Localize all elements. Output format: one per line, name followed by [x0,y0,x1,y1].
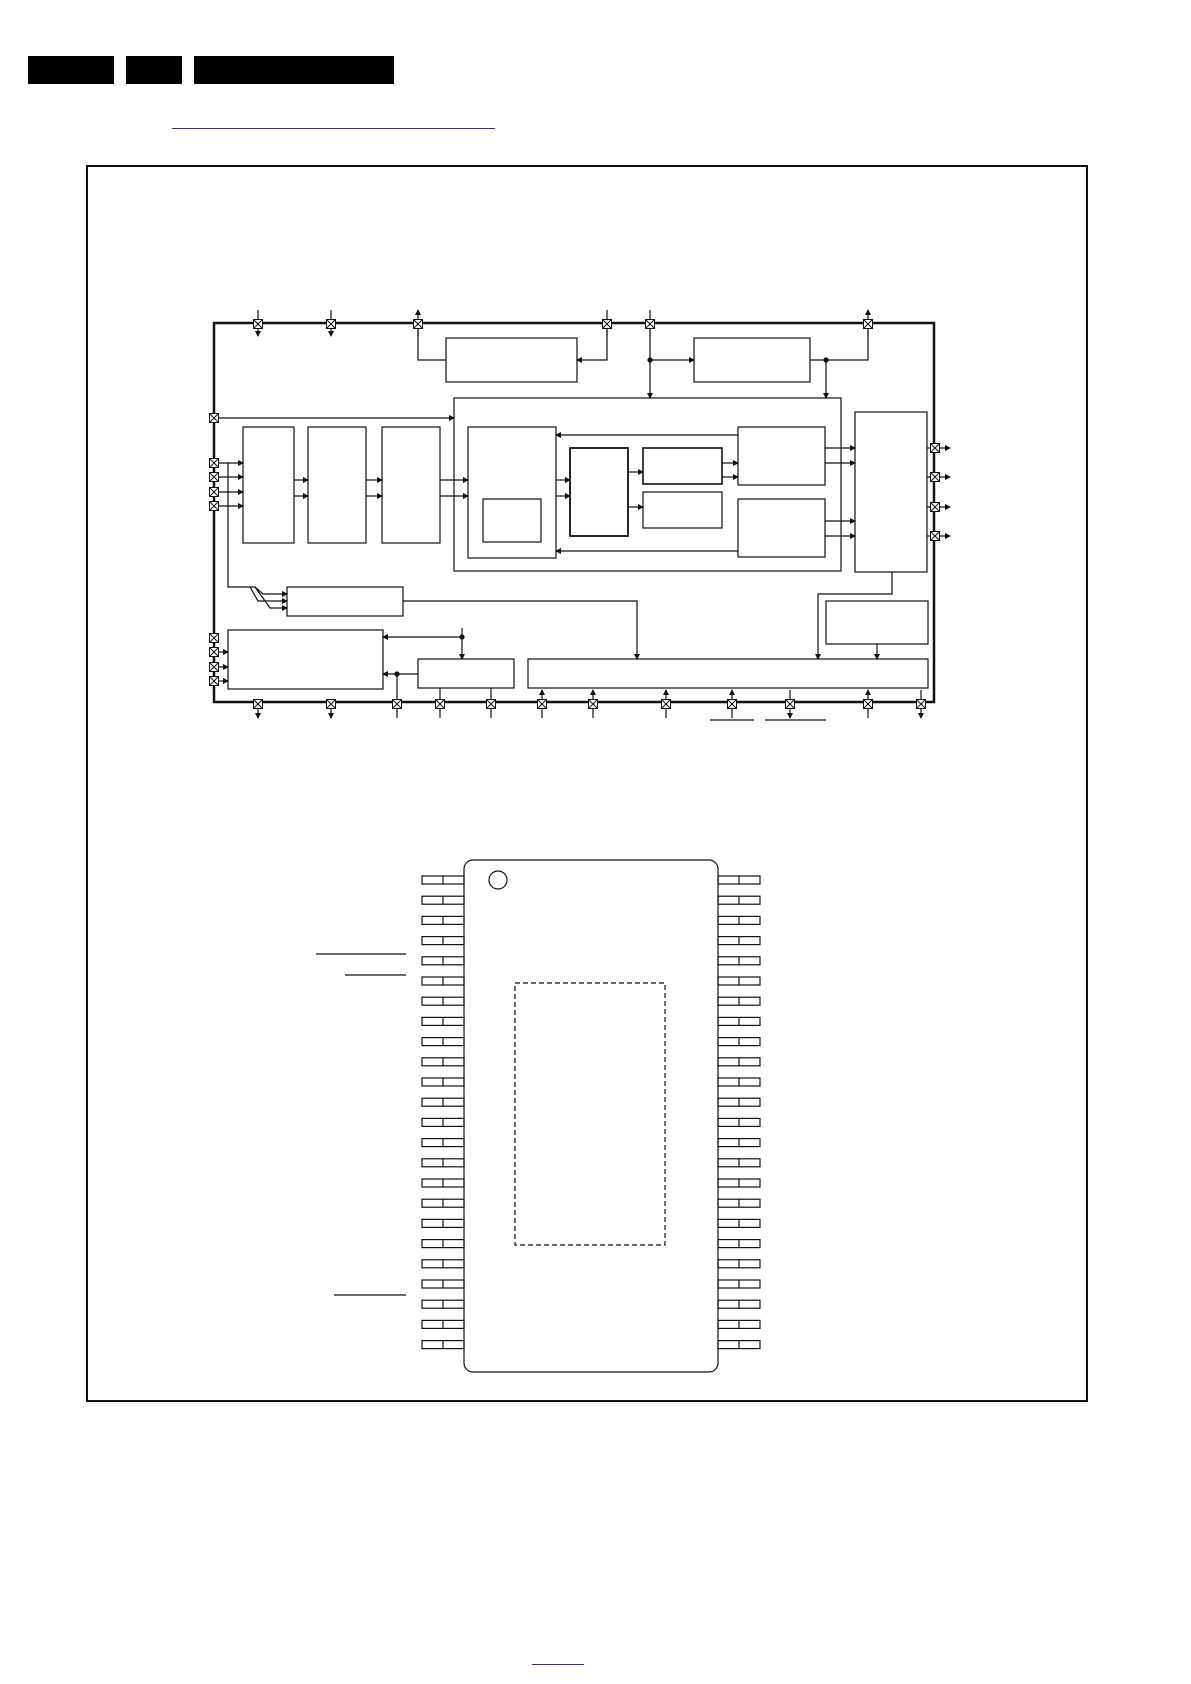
pin-bottom-3 [393,700,402,709]
pin-left-8 [210,663,219,672]
pin-left-6 [210,634,219,643]
exposed-pad [515,983,665,1245]
pin-bottom-8 [662,700,671,709]
right-pins [718,876,760,1349]
block-sync [287,587,403,616]
block-chain-2 [308,427,366,543]
ic-body [464,860,718,1372]
block-top-right [694,338,810,382]
pin-bottom-11 [864,700,873,709]
pin-bottom-10 [786,700,795,709]
pin1-circle-icon [489,871,507,889]
block-core-input-sub [483,499,541,542]
block-core-out-bot [738,499,825,557]
block-output [855,412,927,572]
pin-bottom-1 [254,700,263,709]
block-core-mid [570,448,628,536]
pin-bottom-7 [589,700,598,709]
pin-top-3 [414,320,423,329]
block-core-b [643,492,722,528]
pin-right-1 [931,444,940,453]
block-top-left [446,338,577,382]
pin-right-3 [931,503,940,512]
block-bottom-left [228,630,383,689]
pin-top-6 [864,320,873,329]
left-pins [422,876,464,1349]
block-bus [528,659,928,688]
pin-left-3 [210,473,219,482]
block-bottom-mid [418,659,514,688]
pin-top-1 [254,320,263,329]
block-diagram [210,310,951,720]
pin-bottom-12 [917,700,926,709]
pin-bottom-4 [436,700,445,709]
pinout-diagram [316,860,760,1372]
pin-left-4 [210,488,219,497]
pin-top-4 [603,320,612,329]
pin-left-5 [210,502,219,511]
block-core-input [468,427,556,558]
block-chain-1 [243,427,294,543]
pin-left-9 [210,677,219,686]
pin-right-2 [931,473,940,482]
block-chain-3 [382,427,440,543]
pin-right-4 [931,532,940,541]
pin-left-1 [210,414,219,423]
pin-bottom-9 [728,700,737,709]
pin-left-2 [210,459,219,468]
block-core-out-top [738,427,825,485]
pin-bottom-6 [538,700,547,709]
page-number-link[interactable] [532,1650,584,1665]
pin-top-5 [646,320,655,329]
block-bus-aux [826,601,928,644]
pin-left-7 [210,648,219,657]
pin-bottom-5 [487,700,496,709]
pin-top-2 [327,320,336,329]
block-core-a [643,448,722,484]
pin-bottom-2 [327,700,336,709]
